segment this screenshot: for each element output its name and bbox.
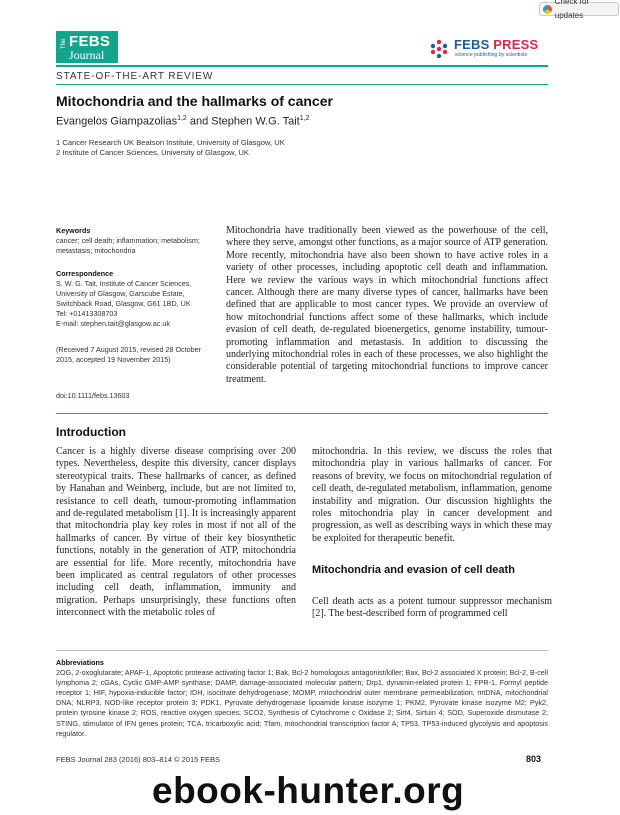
footer-citation: FEBS Journal 283 (2016) 803–814 © 2015 FEBS [56, 755, 220, 764]
author-joiner: and [186, 115, 212, 128]
keywords-text: cancer; cell death; inflammation; metabolism; metastasis; mitochondria [56, 236, 200, 255]
correspondence-line: S. W. G. Tait, Institute of Cancer Sciences, [56, 279, 192, 288]
abbreviations-block [56, 658, 548, 739]
doi-link[interactable]: doi:10.1111/febs.13603 [56, 391, 130, 400]
keywords-block [56, 226, 216, 256]
correspondence-line: Tel: +01413308703 [56, 309, 118, 318]
section-rule [56, 84, 548, 85]
crossmark-icon [543, 5, 552, 14]
author-list [56, 115, 309, 128]
keywords-heading: Keywords [56, 226, 91, 235]
febs-press-logo [428, 36, 543, 62]
journal-logo [56, 31, 118, 63]
febs-press-name-part1: FEBS [454, 37, 490, 52]
check-for-updates-button[interactable] [539, 0, 619, 20]
febs-press-tagline: science publishing by scientists [455, 52, 528, 58]
section-label: STATE-OF-THE-ART REVIEW [56, 71, 214, 82]
header-rule [56, 65, 548, 67]
introduction-heading: Introduction [56, 425, 126, 439]
correspondence-heading: Correspondence [56, 269, 114, 278]
intro-column-2: mitochondria. In this review, we discuss the roles that mitochondria play in various hallmarks of cancer. For reasons of brevity, we focus on mitochondrial regulation of cell death, de-regulated metabolism, inflammation, genome instability and migration. Our discussion highlights the roles mitochondria play in cancer development and progression, as well as describing ways in which these may be exploited for therapeutic benefit. [312, 446, 552, 544]
subsection-heading: Mitochondria and evasion of cell death [312, 564, 515, 576]
febs-press-mark-icon [428, 38, 450, 60]
abstract: Mitochondria have traditionally been viewed as the powerhouse of the cell, where they serve, amongst other functions, as a major source of ATP generation. More recently, mitochondria have also been shown to have active roles in a variety of other processes, including apoptotic cell death and inflammation. Here we review the various ways in which mitochondrial functions affect cancer. Although there are many diverse types of cancer, hallmarks have been defined that are applicable to most cancer types. We provide an overview of how mitochondrial functions affect some of these hallmarks, which include evasion of cell death, de-regulated bioenergetics, genome instability, tumour-promoting inflammation and metastasis. In addition to discussing the underlying mitochondrial roles in each of these processes, we also highlight the considerable potential of targeting mitochondrial functions to improve cancer treatment. [226, 225, 548, 385]
abbreviations-heading: Abbreviations [56, 658, 104, 667]
page-number: 803 [526, 754, 542, 764]
author-name: Stephen W.G. Tait [211, 115, 300, 128]
abbreviations-rule [56, 650, 548, 651]
check-for-updates-label: Check for updates [554, 0, 589, 20]
febs-press-name-part2: PRESS [493, 37, 539, 52]
correspondence-line: University of Glasgow, Garscube Estate, [56, 289, 185, 298]
received-dates: (Received 7 August 2015, revised 28 October 2015, accepted 19 November 2015) [56, 345, 202, 364]
author-affiliation-sup: 1,2 [299, 115, 310, 122]
journal-logo-the: The [61, 38, 67, 49]
watermark: ebook-hunter.org [152, 770, 465, 811]
author-name: Evangelos Giampazolias [56, 115, 178, 128]
febs-press-name [454, 37, 538, 52]
subsection-text: Cell death acts as a potent tumour suppressor mechanism [2]. The best-described form of programmed cell [312, 596, 552, 620]
abbreviations-text: 2OG, 2-oxoglutarate; APAF-1, Apoptotic protease activating factor 1; Bak, Bcl-2 homologous antagonist/killer; Bax, Bcl-2 associated X protein; Bcl-2, B-cell lymphoma 2; cGAs, Cyclic GMP-AMP synthase; DAMP, damage-associated molecular pattern; Drp1, dynamin-related protein 1; FPR-1, Formyl peptide receptor 1; HIF, hypoxia-inducible factor; IDH, isocitrate dehydrogenase; MOMP, mitochondrial outer membrane permeabilization; mtDNA, mitochondrial DNA; NLRP3, NOD-like receptor protein 3; PDK1, Pyruvate dehydrogenase lipoamide kinase isozyme 1; PKM2, Pyruvate kinase isozyme M2; Pyk2, protein tyrosine kinase 2; ROS, reactive oxygen species; SCO2, Synthesis of Cytochrome c Oxidase 2; Sirt4, Sirtuin 4; SOD, Superoxide dismutase 2; STING, stimulator of IFN genes protein; TCA, tricarboxylic acid; Tfam, mitochondrial transcription factor A; TP53, TP53-induced glycolysis and apoptosis regulator. [56, 668, 548, 738]
correspondence-line: Switchback Road, Glasgow, G61 1BD, UK [56, 299, 191, 308]
article-title: Mitochondria and the hallmarks of cancer [56, 93, 333, 109]
correspondence-block [56, 269, 216, 329]
affiliation: 1 Cancer Research UK Beatson Institute, University of Glasgow, UK [56, 138, 285, 147]
affiliation: 2 Institute of Cancer Sciences, University of Glasgow, UK [56, 148, 249, 157]
intro-column-1: Cancer is a highly diverse disease comprising over 200 types. Nevertheless, despite this diversity, cancer displays stereotypical traits. These hallmarks of cancer, as defined by Hanahan and Weinberg, include, but are not limited to, resistance to cell death, tumour-promoting inflammation and de-regulated metabolism [1]. It is increasingly apparent that mitochondria play key roles in most if not all of the hallmarks of cancer. By virtue of their key biosynthetic functions, notably in the generation of ATP, mitochondria are essential for life. More recently, mitochondria have been implicated as central regulators of other processes including cell death, inflammation, immunity and migration. Perhaps unsurprisingly, these functions often interconnect with the metabolic roles of [56, 446, 296, 619]
author-affiliation-sup: 1,2 [177, 115, 187, 122]
correspondence-email[interactable]: E-mail: stephen.tait@glasgow.ac.uk [56, 319, 170, 328]
journal-logo-febs: FEBS [69, 33, 111, 50]
abstract-rule [56, 413, 548, 414]
journal-logo-word: Journal [69, 48, 105, 62]
